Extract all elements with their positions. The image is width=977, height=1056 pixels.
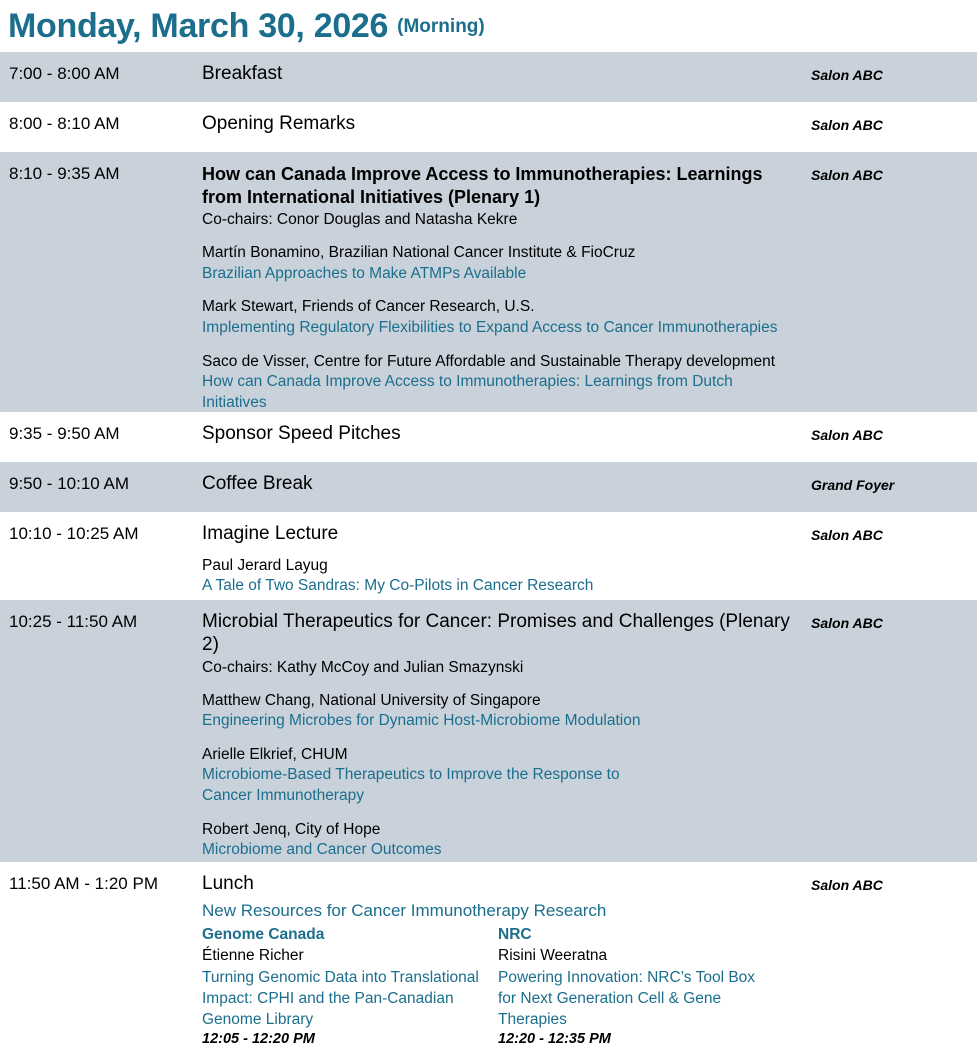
table-row[interactable] xyxy=(0,512,977,600)
row-room: Salon ABC xyxy=(811,527,883,543)
row-room: Salon ABC xyxy=(811,67,883,83)
talk-speaker: Mark Stewart, Friends of Cancer Research, U.S. xyxy=(202,298,535,316)
table-row[interactable] xyxy=(0,462,977,512)
lunch-speaker: Étienne Richer xyxy=(202,946,304,964)
page-subtitle: (Morning) xyxy=(397,15,485,37)
row-body xyxy=(202,873,807,1050)
lunch-heading: New Resources for Cancer Immunotherapy Research xyxy=(202,900,607,920)
table-row[interactable] xyxy=(0,102,977,152)
row-body xyxy=(202,611,807,861)
row-time: 10:10 - 10:25 AM xyxy=(9,524,139,543)
row-time: 9:35 - 9:50 AM xyxy=(9,424,120,443)
talk-speaker: Robert Jenq, City of Hope xyxy=(202,820,381,838)
talk-entry xyxy=(202,745,801,807)
row-time: 7:00 - 8:00 AM xyxy=(9,64,120,83)
lunch-talk-time: 12:05 - 12:20 PM xyxy=(202,1030,315,1047)
talk-title[interactable]: How can Canada Improve Access to Immunotherapies: Learnings from Dutch Initiatives xyxy=(202,373,733,411)
table-row[interactable] xyxy=(0,412,977,462)
session-title: Opening Remarks xyxy=(202,113,356,134)
row-room: Grand Foyer xyxy=(811,477,895,493)
lunch-org-name: Genome Canada xyxy=(202,925,325,943)
session-title: Imagine Lecture xyxy=(202,523,339,544)
row-body xyxy=(202,163,807,414)
session-title: Sponsor Speed Pitches xyxy=(202,423,401,444)
talk-entry xyxy=(202,243,801,284)
session-cochairs: Co-chairs: Kathy McCoy and Julian Smazynski xyxy=(202,658,524,676)
row-body xyxy=(202,113,807,136)
lunch-talk-title[interactable]: Powering Innovation: NRC’s Tool Box for Next Generation Cell & Gene Therapies xyxy=(498,968,756,1028)
row-room: Salon ABC xyxy=(811,877,883,893)
table-row[interactable] xyxy=(0,152,977,412)
row-room: Salon ABC xyxy=(811,117,883,133)
talk-speaker: Martín Bonamino, Brazilian National Cancer Institute & FioCruz xyxy=(202,244,636,262)
talk-entry xyxy=(202,297,801,338)
table-row[interactable] xyxy=(0,862,977,1056)
row-time: 11:50 AM - 1:20 PM xyxy=(9,874,158,893)
session-title: Microbial Therapeutics for Cancer: Promises and Challenges (Plenary 2) xyxy=(202,611,790,655)
lunch-org-name: NRC xyxy=(498,925,532,943)
talk-title[interactable]: Engineering Microbes for Dynamic Host-Microbiome Modulation xyxy=(202,712,641,730)
talk-entry xyxy=(202,691,801,732)
talk-title[interactable]: Brazilian Approaches to Make ATMPs Available xyxy=(202,264,527,282)
row-time: 8:00 - 8:10 AM xyxy=(9,114,120,133)
lunch-columns xyxy=(202,925,801,1050)
talk-entry xyxy=(202,820,801,861)
lunch-column xyxy=(498,925,794,1050)
talk-speaker: Paul Jerard Layug xyxy=(202,556,328,574)
row-room: Salon ABC xyxy=(811,167,883,183)
schedule-table xyxy=(0,52,977,1056)
session-cochairs: Co-chairs: Conor Douglas and Natasha Kekre xyxy=(202,211,518,229)
session-title: Breakfast xyxy=(202,63,283,84)
table-row[interactable] xyxy=(0,600,977,862)
table-row[interactable] xyxy=(0,52,977,102)
talk-title[interactable]: Microbiome and Cancer Outcomes xyxy=(202,841,442,859)
lunch-talk-title[interactable]: Turning Genomic Data into Translational Impact: CPHI and the Pan-Canadian Genome Library xyxy=(202,968,479,1028)
talk-speaker: Saco de Visser, Centre for Future Affordable and Sustainable Therapy development xyxy=(202,352,776,370)
talk-title[interactable]: Implementing Regulatory Flexibilities to Expand Access to Cancer Immunotherapies xyxy=(202,318,778,336)
session-title: Lunch xyxy=(202,873,254,894)
talk-title[interactable]: A Tale of Two Sandras: My Co-Pilots in Cancer Research xyxy=(202,577,594,595)
talk-speaker: Matthew Chang, National University of Singapore xyxy=(202,691,541,709)
row-body xyxy=(202,423,807,446)
row-room: Salon ABC xyxy=(811,615,883,631)
page-title: Monday, March 30, 2026 xyxy=(8,7,389,45)
session-title: Coffee Break xyxy=(202,473,313,494)
row-body xyxy=(202,473,807,496)
row-body xyxy=(202,63,807,86)
row-time: 9:50 - 10:10 AM xyxy=(9,474,130,493)
page-header xyxy=(0,0,977,52)
row-time: 10:25 - 11:50 AM xyxy=(9,612,138,631)
talk-entry xyxy=(202,556,801,597)
lunch-column xyxy=(202,925,498,1050)
row-body xyxy=(202,523,807,597)
session-title: How can Canada Improve Access to Immunotherapies: Learnings from International Initiatives (Plenary 1) xyxy=(202,164,763,208)
talk-speaker: Arielle Elkrief, CHUM xyxy=(202,745,348,763)
talk-title[interactable]: Microbiome-Based Therapeutics to Improve the Response to Cancer Immunotherapy xyxy=(202,766,620,805)
row-room: Salon ABC xyxy=(811,427,883,443)
lunch-speaker: Risini Weeratna xyxy=(498,946,608,964)
lunch-talk-time: 12:20 - 12:35 PM xyxy=(498,1030,611,1047)
row-time: 8:10 - 9:35 AM xyxy=(9,164,120,183)
talk-entry xyxy=(202,352,801,414)
